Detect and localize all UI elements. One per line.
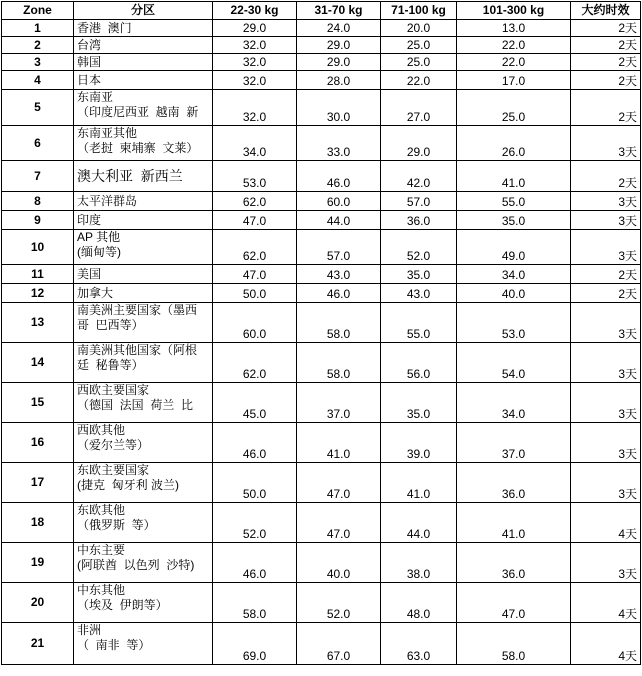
rate-101-300-cell: 36.0 bbox=[457, 543, 571, 583]
region-cell: 中东主要 (阿联酋 以色列 沙特) bbox=[74, 543, 213, 583]
table-row bbox=[2, 383, 641, 423]
rate-101-300-cell: 34.0 bbox=[457, 265, 571, 284]
delivery-time-cell: 2天 bbox=[571, 284, 641, 303]
rate-31-70-cell: 58.0 bbox=[297, 303, 381, 343]
zone-cell: 14 bbox=[2, 343, 74, 383]
rate-22-30-cell: 32.0 bbox=[213, 54, 297, 71]
rate-71-100-cell: 25.0 bbox=[381, 54, 457, 71]
table-row bbox=[2, 90, 641, 126]
rate-22-30-cell: 45.0 bbox=[213, 383, 297, 423]
region-cell: 香港 澳门 bbox=[74, 20, 213, 37]
zone-cell: 10 bbox=[2, 230, 74, 265]
table-row bbox=[2, 543, 641, 583]
rate-101-300-cell: 54.0 bbox=[457, 343, 571, 383]
rate-71-100-cell: 20.0 bbox=[381, 20, 457, 37]
header-zone: Zone bbox=[2, 2, 74, 20]
table-row bbox=[2, 423, 641, 463]
table-row bbox=[2, 463, 641, 503]
zone-cell: 8 bbox=[2, 192, 74, 211]
zone-cell: 4 bbox=[2, 71, 74, 90]
rate-101-300-cell: 26.0 bbox=[457, 126, 571, 161]
rate-101-300-cell: 53.0 bbox=[457, 303, 571, 343]
rate-22-30-cell: 62.0 bbox=[213, 343, 297, 383]
rate-101-300-cell: 49.0 bbox=[457, 230, 571, 265]
rate-71-100-cell: 35.0 bbox=[381, 383, 457, 423]
zone-cell: 3 bbox=[2, 54, 74, 71]
rate-31-70-cell: 33.0 bbox=[297, 126, 381, 161]
region-cell: 东南亚 （印度尼西亚 越南 新 bbox=[74, 90, 213, 126]
region-cell: 东欧主要国家 (捷克 匈牙利 波兰) bbox=[74, 463, 213, 503]
header-weight-71-100: 71-100 kg bbox=[381, 2, 457, 20]
delivery-time-cell: 2天 bbox=[571, 54, 641, 71]
region-cell: 东南亚其他 （老挝 柬埔寨 文莱） bbox=[74, 126, 213, 161]
rate-101-300-cell: 40.0 bbox=[457, 284, 571, 303]
delivery-time-cell: 4天 bbox=[571, 503, 641, 543]
rate-101-300-cell: 34.0 bbox=[457, 383, 571, 423]
rate-101-300-cell: 55.0 bbox=[457, 192, 571, 211]
header-weight-31-70: 31-70 kg bbox=[297, 2, 381, 20]
rate-31-70-cell: 46.0 bbox=[297, 161, 381, 192]
zone-cell: 6 bbox=[2, 126, 74, 161]
delivery-time-cell: 4天 bbox=[571, 623, 641, 665]
region-cell: 西欧其他 （爱尔兰等） bbox=[74, 423, 213, 463]
rate-31-70-cell: 46.0 bbox=[297, 284, 381, 303]
region-cell: 加拿大 bbox=[74, 284, 213, 303]
region-cell: 非洲 （ 南非 等） bbox=[74, 623, 213, 665]
rate-71-100-cell: 52.0 bbox=[381, 230, 457, 265]
region-cell: 日本 bbox=[74, 71, 213, 90]
rate-31-70-cell: 43.0 bbox=[297, 265, 381, 284]
rate-22-30-cell: 53.0 bbox=[213, 161, 297, 192]
delivery-time-cell: 2天 bbox=[571, 37, 641, 54]
rate-101-300-cell: 17.0 bbox=[457, 71, 571, 90]
rate-22-30-cell: 52.0 bbox=[213, 503, 297, 543]
rate-101-300-cell: 37.0 bbox=[457, 423, 571, 463]
zone-cell: 11 bbox=[2, 265, 74, 284]
rate-71-100-cell: 44.0 bbox=[381, 503, 457, 543]
rate-22-30-cell: 34.0 bbox=[213, 126, 297, 161]
delivery-time-cell: 3天 bbox=[571, 126, 641, 161]
rate-31-70-cell: 24.0 bbox=[297, 20, 381, 37]
delivery-time-cell: 3天 bbox=[571, 423, 641, 463]
zone-cell: 5 bbox=[2, 90, 74, 126]
delivery-time-cell: 3天 bbox=[571, 230, 641, 265]
rate-71-100-cell: 22.0 bbox=[381, 71, 457, 90]
zone-cell: 15 bbox=[2, 383, 74, 423]
delivery-time-cell: 4天 bbox=[571, 583, 641, 623]
region-cell: 中东其他 （埃及 伊朗等） bbox=[74, 583, 213, 623]
rate-22-30-cell: 62.0 bbox=[213, 192, 297, 211]
header-row bbox=[2, 2, 641, 20]
zone-cell: 20 bbox=[2, 583, 74, 623]
rate-31-70-cell: 28.0 bbox=[297, 71, 381, 90]
region-cell: AP 其他 (缅甸等) bbox=[74, 230, 213, 265]
delivery-time-cell: 2天 bbox=[571, 71, 641, 90]
table-row bbox=[2, 192, 641, 211]
rate-31-70-cell: 29.0 bbox=[297, 54, 381, 71]
delivery-time-cell: 3天 bbox=[571, 463, 641, 503]
zone-cell: 18 bbox=[2, 503, 74, 543]
zone-cell: 13 bbox=[2, 303, 74, 343]
zone-cell: 17 bbox=[2, 463, 74, 503]
rate-101-300-cell: 36.0 bbox=[457, 463, 571, 503]
rate-31-70-cell: 57.0 bbox=[297, 230, 381, 265]
delivery-time-cell: 3天 bbox=[571, 211, 641, 230]
rate-31-70-cell: 30.0 bbox=[297, 90, 381, 126]
table-header bbox=[2, 2, 641, 20]
region-cell: 印度 bbox=[74, 211, 213, 230]
rate-71-100-cell: 42.0 bbox=[381, 161, 457, 192]
zone-cell: 2 bbox=[2, 37, 74, 54]
rate-22-30-cell: 32.0 bbox=[213, 37, 297, 54]
zone-cell: 7 bbox=[2, 161, 74, 192]
zone-cell: 21 bbox=[2, 623, 74, 665]
region-cell: 台湾 bbox=[74, 37, 213, 54]
table-row bbox=[2, 583, 641, 623]
rate-71-100-cell: 63.0 bbox=[381, 623, 457, 665]
rate-31-70-cell: 41.0 bbox=[297, 423, 381, 463]
rate-31-70-cell: 67.0 bbox=[297, 623, 381, 665]
rate-71-100-cell: 56.0 bbox=[381, 343, 457, 383]
rate-22-30-cell: 50.0 bbox=[213, 284, 297, 303]
table-row bbox=[2, 265, 641, 284]
rate-101-300-cell: 41.0 bbox=[457, 161, 571, 192]
rate-31-70-cell: 47.0 bbox=[297, 463, 381, 503]
rate-22-30-cell: 60.0 bbox=[213, 303, 297, 343]
rate-71-100-cell: 55.0 bbox=[381, 303, 457, 343]
rate-22-30-cell: 32.0 bbox=[213, 71, 297, 90]
rate-101-300-cell: 58.0 bbox=[457, 623, 571, 665]
rate-22-30-cell: 50.0 bbox=[213, 463, 297, 503]
header-weight-22-30: 22-30 kg bbox=[213, 2, 297, 20]
rate-71-100-cell: 29.0 bbox=[381, 126, 457, 161]
rate-22-30-cell: 69.0 bbox=[213, 623, 297, 665]
zone-cell: 19 bbox=[2, 543, 74, 583]
delivery-time-cell: 2天 bbox=[571, 90, 641, 126]
rate-31-70-cell: 58.0 bbox=[297, 343, 381, 383]
rate-101-300-cell: 22.0 bbox=[457, 54, 571, 71]
rate-31-70-cell: 44.0 bbox=[297, 211, 381, 230]
rate-31-70-cell: 47.0 bbox=[297, 503, 381, 543]
zone-cell: 1 bbox=[2, 20, 74, 37]
rate-22-30-cell: 58.0 bbox=[213, 583, 297, 623]
rate-22-30-cell: 47.0 bbox=[213, 265, 297, 284]
rate-71-100-cell: 36.0 bbox=[381, 211, 457, 230]
header-region: 分区 bbox=[74, 2, 213, 20]
delivery-time-cell: 2天 bbox=[571, 265, 641, 284]
shipping-rate-table bbox=[1, 1, 641, 665]
zone-cell: 9 bbox=[2, 211, 74, 230]
rate-101-300-cell: 41.0 bbox=[457, 503, 571, 543]
region-cell: 东欧其他 （俄罗斯 等） bbox=[74, 503, 213, 543]
rate-71-100-cell: 39.0 bbox=[381, 423, 457, 463]
header-delivery-time: 大约时效 bbox=[571, 2, 641, 20]
rate-71-100-cell: 35.0 bbox=[381, 265, 457, 284]
rate-22-30-cell: 46.0 bbox=[213, 423, 297, 463]
rate-31-70-cell: 40.0 bbox=[297, 543, 381, 583]
rate-71-100-cell: 48.0 bbox=[381, 583, 457, 623]
rate-71-100-cell: 38.0 bbox=[381, 543, 457, 583]
delivery-time-cell: 3天 bbox=[571, 383, 641, 423]
rate-22-30-cell: 47.0 bbox=[213, 211, 297, 230]
region-cell: 美国 bbox=[74, 265, 213, 284]
rate-22-30-cell: 46.0 bbox=[213, 543, 297, 583]
table-row bbox=[2, 54, 641, 71]
region-cell: 南美洲其他国家（阿根 廷 秘鲁等） bbox=[74, 343, 213, 383]
rate-22-30-cell: 29.0 bbox=[213, 20, 297, 37]
delivery-time-cell: 3天 bbox=[571, 543, 641, 583]
rate-71-100-cell: 27.0 bbox=[381, 90, 457, 126]
table-row bbox=[2, 20, 641, 37]
region-cell: 南美洲主要国家（墨西 哥 巴西等） bbox=[74, 303, 213, 343]
header-weight-101-300: 101-300 kg bbox=[457, 2, 571, 20]
rate-31-70-cell: 37.0 bbox=[297, 383, 381, 423]
rate-101-300-cell: 25.0 bbox=[457, 90, 571, 126]
rate-31-70-cell: 29.0 bbox=[297, 37, 381, 54]
rate-31-70-cell: 60.0 bbox=[297, 192, 381, 211]
region-cell: 太平洋群岛 bbox=[74, 192, 213, 211]
rate-31-70-cell: 52.0 bbox=[297, 583, 381, 623]
rate-71-100-cell: 25.0 bbox=[381, 37, 457, 54]
delivery-time-cell: 3天 bbox=[571, 192, 641, 211]
table-row bbox=[2, 284, 641, 303]
delivery-time-cell: 3天 bbox=[571, 303, 641, 343]
rate-71-100-cell: 43.0 bbox=[381, 284, 457, 303]
table-row bbox=[2, 343, 641, 383]
rate-101-300-cell: 13.0 bbox=[457, 20, 571, 37]
rate-101-300-cell: 22.0 bbox=[457, 37, 571, 54]
region-cell: 西欧主要国家 （德国 法国 荷兰 比 bbox=[74, 383, 213, 423]
table-row bbox=[2, 71, 641, 90]
region-cell: 韩国 bbox=[74, 54, 213, 71]
table-row bbox=[2, 211, 641, 230]
zone-cell: 16 bbox=[2, 423, 74, 463]
table-row bbox=[2, 161, 641, 192]
table-row bbox=[2, 623, 641, 665]
table-row bbox=[2, 37, 641, 54]
region-cell: 澳大利亚 新西兰 bbox=[74, 161, 213, 192]
rate-22-30-cell: 62.0 bbox=[213, 230, 297, 265]
rate-101-300-cell: 35.0 bbox=[457, 211, 571, 230]
table-body bbox=[2, 20, 641, 665]
table-row bbox=[2, 126, 641, 161]
table-row bbox=[2, 503, 641, 543]
table-row bbox=[2, 230, 641, 265]
rate-22-30-cell: 32.0 bbox=[213, 90, 297, 126]
rate-71-100-cell: 41.0 bbox=[381, 463, 457, 503]
delivery-time-cell: 3天 bbox=[571, 343, 641, 383]
zone-cell: 12 bbox=[2, 284, 74, 303]
delivery-time-cell: 2天 bbox=[571, 161, 641, 192]
table-row bbox=[2, 303, 641, 343]
rate-101-300-cell: 47.0 bbox=[457, 583, 571, 623]
delivery-time-cell: 2天 bbox=[571, 20, 641, 37]
rate-71-100-cell: 57.0 bbox=[381, 192, 457, 211]
